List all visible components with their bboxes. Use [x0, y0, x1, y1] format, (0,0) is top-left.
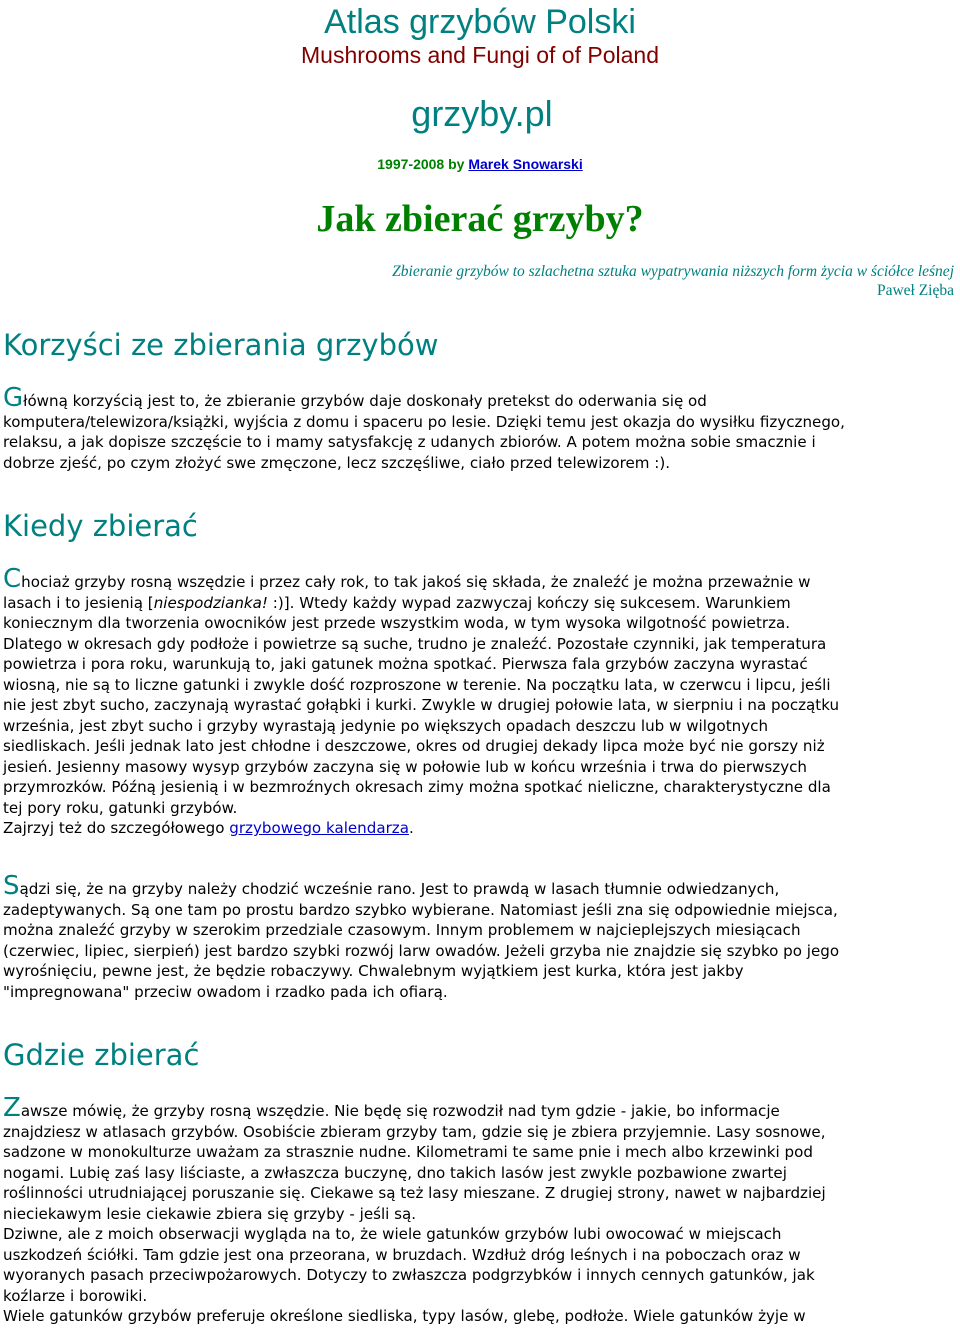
paragraph-line: uszkodzeń ściółki. Tam gdzie jest ona przeorana, w bruzdach. Wzdłuż dróg leśnych i na poboczach oraz w	[3, 1245, 801, 1264]
site-domain	[0, 92, 960, 136]
epigraph-author: Paweł Zięba	[876, 282, 954, 299]
paragraph-line: jesień. Jesienny masowy wysyp grzybów zaczyna się w połowie lub w końcu września i trwa do pierwszych	[3, 757, 807, 776]
paragraph-line: sadzone w monokulturze uważam za strasznie nudne. Kilometrami te same pnie i mech albo krzewinki pod	[3, 1143, 813, 1161]
paragraph-where	[3, 1093, 953, 1327]
paragraph-text: Zajrzyj też do szczegółowego	[3, 819, 230, 837]
paragraph-line: wyrośnięciu, pewne jest, że będzie robaczywy. Chwalebnym wyjątkiem jest kurka, która jest jakby	[3, 962, 744, 980]
paragraph-line: zadeptywanych. Są one tam po prostu bardzo szybko wybierane. Natomiast jeśli zna się odpowiednie miejsca,	[3, 900, 838, 919]
paragraph-text: ądzi się, że na grzyby należy chodzić wcześnie rano. Jest to prawdą w lasach tłumnie odwiedzanych,	[19, 880, 780, 898]
paragraph-when-2	[3, 871, 953, 1002]
paragraph-line: koniecznym dla tworzenia owocników jest przede wszystkim woda, w tym wysoka wilgotność powietrza.	[3, 614, 791, 632]
paragraph-text: łówną korzyścią jest to, że zbieranie grzybów daje doskonały pretekst do oderwania się od	[23, 392, 707, 410]
paragraph-line: Dziwne, ale z moich obserwacji wygląda na to, że wiele gatunków grzybów lubi owocować w miejscach	[3, 1225, 782, 1243]
paragraph-text: hociaż grzyby rosną wszędzie i przez cały rok, to tak jakoś się składa, że znaleźć je można przeważnie w	[21, 573, 811, 591]
paragraph-line: koźlarze i borowiki.	[3, 1286, 148, 1305]
heading-benefits: Korzyści ze zbierania grzybów	[3, 328, 439, 362]
paragraph-line: tej pory roku, gatunki grzybów.	[3, 798, 238, 817]
paragraph-text: awsze mówię, że grzyby rosną wszędzie. Nie będę się rozwodził nad tym gdzie - jakie, bo informacje	[20, 1102, 780, 1120]
page-title	[0, 196, 960, 242]
paragraph-line: wyoranych pasach przeciwpożarowych. Dotyczy to zwłaszcza podgrzybków i innych cennych gatunków, jak	[3, 1266, 815, 1284]
author-link[interactable]: Marek Snowarski	[468, 156, 583, 172]
drop-cap: C	[3, 564, 22, 594]
paragraph-text: lasach i to jesienią [	[3, 593, 154, 612]
byline-prefix: 1997-2008 by	[377, 156, 469, 172]
byline	[0, 155, 960, 173]
paragraph-line: relaksu, a jak dopisze szczęście to i mamy satysfakcję z udanych zbiorów. A potem można sobie smacznie i	[3, 433, 816, 451]
paragraph-line	[3, 871, 953, 901]
paragraph-text: :)]. Wtedy każdy wypad zazwyczaj kończy się sukcesem. Warunkiem	[267, 593, 791, 612]
epigraph-text: Zbieranie grzybów to szlachetna sztuka wypatrywania niższych form życia w ściółce leśnej	[392, 263, 954, 280]
drop-cap: S	[3, 871, 20, 901]
paragraph-line: nieciekawym lesie ciekawie zbiera się grzyby - jeśli są.	[3, 1204, 417, 1223]
paragraph-line: (czerwiec, lipiec, sierpień) jest bardzo szybki rozwój larw owadów. Jeżeli grzyba nie znajdzie się szybko po jego	[3, 941, 840, 960]
paragraph-benefits	[3, 383, 953, 473]
site-subtitle: Mushrooms and Fungi of of Poland	[301, 42, 659, 68]
paragraph-line	[3, 1093, 953, 1123]
paragraph-line: roślinności utrudniającej poruszanie się. Ciekawe są też lasy mieszane. Z drugiej strony, nawet w najbardziej	[3, 1184, 826, 1202]
site-domain-text: grzyby.pl	[411, 93, 553, 134]
paragraph-line: przymrozków. Późną jesienią i w bezmroźnych okresach zimy można spotkać nieliczne, charakterystyczne dla	[3, 778, 831, 796]
epigraph	[392, 262, 954, 300]
paragraph-line: znajdziesz w atlasach grzybów. Osobiście zbieram grzyby tam, gdzie się je zbiera przyjemnie. Lasy sosnowe,	[3, 1122, 826, 1141]
paragraph-line: Dlatego w okresach gdy podłoże i powietrze są suche, trudno je znaleźć. Pozostałe czynniki, jak temperatura	[3, 634, 827, 653]
heading-where: Gdzie zbierać	[3, 1038, 200, 1072]
site-title: Atlas grzybów Polski	[324, 3, 636, 41]
paragraph-line	[3, 593, 953, 614]
paragraph-line: komputera/telewizora/książki, wyjścia z domu i spaceru po lesie. Dzięki temu jest okazja do wysiłku fizycznego,	[3, 412, 845, 431]
page-title-text: Jak zbierać grzyby?	[316, 198, 644, 240]
paragraph-line	[3, 564, 953, 594]
drop-cap: Z	[3, 1093, 21, 1123]
paragraph-line	[3, 818, 953, 839]
paragraph-text: .	[408, 819, 414, 837]
calendar-link[interactable]: grzybowego kalendarza	[229, 819, 409, 837]
paragraph-line: nie jest zbyt sucho, zaczynają wyrastać gołąbki i kurki. Zwykle w drugiej połowie lata, w sierpniu i na początku	[3, 696, 840, 714]
paragraph-line: "impregnowana" przeciw owadom i rzadko pada ich ofiarą.	[3, 982, 448, 1001]
paragraph-line	[3, 383, 953, 413]
paragraph-line: nogami. Lubię zaś lasy liściaste, a zwłaszcza buczynę, dno takich lasów jest zwykle pozbawione zwartej	[3, 1163, 787, 1182]
paragraph-line: powietrza i pora roku, warunkują to, jaki gatunek można spotkać. Pierwsza fala grzybów zaczyna wyrastać	[3, 655, 808, 673]
paragraph-italic: niespodzianka!	[153, 593, 268, 612]
drop-cap: G	[3, 383, 24, 413]
paragraph-line: września, jest zbyt sucho i grzyby wyrastają jedynie po większych opadach deszczu lub w wilgotnych	[3, 716, 769, 735]
paragraph-line: można znaleźć grzyby w szerokim przedziale czasowym. Innym problemem w najcieplejszych miesiącach	[3, 921, 801, 939]
paragraph-line: Wiele gatunków grzybów preferuje określone siedliska, typy lasów, glebę, podłoże. Wiele gatunków żyje w	[3, 1307, 806, 1325]
paragraph-when-1	[3, 564, 953, 839]
paragraph-line: siedliskach. Jeśli jednak lato jest chłodne i deszczowe, okres od drugiej dekady lipca może być nie gorszy niż	[3, 737, 825, 755]
paragraph-line: wiosną, nie są to liczne gatunki i zwykle dość rozproszone w terenie. Na początku lata, w czerwcu i lipcu, jeśli	[3, 675, 831, 694]
heading-when: Kiedy zbierać	[3, 509, 198, 543]
paragraph-line: dobrze zjeść, po czym złożyć swe zmęczone, lecz szczęśliwe, ciało przed telewizorem :).	[3, 453, 671, 472]
